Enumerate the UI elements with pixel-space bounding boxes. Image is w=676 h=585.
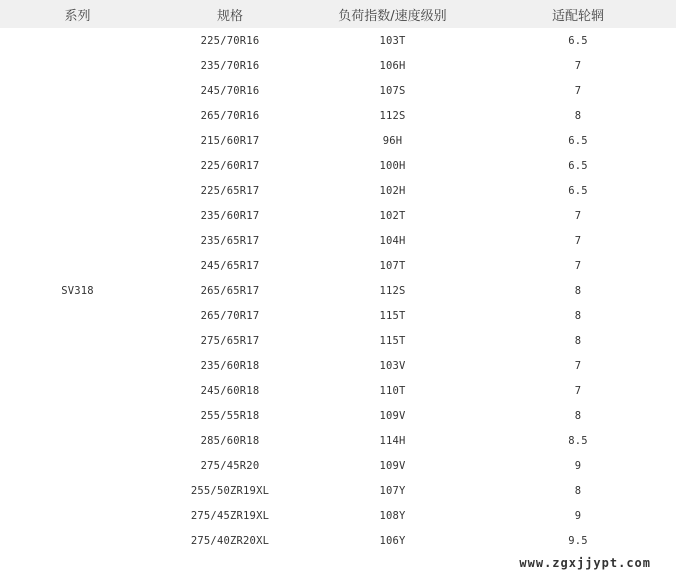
rim-cell: 6.5 [568,134,588,147]
rim-cell: 7 [574,259,582,272]
load-speed-cell: 114H [379,434,406,447]
header-size: 规格 [155,0,305,28]
rim-cell: 6.5 [568,159,588,172]
size-cell: 245/70R16 [200,84,260,97]
rim-cell: 7 [574,359,582,372]
rim-cell: 8 [574,484,582,497]
size-cell: 275/45ZR19XL [190,509,270,522]
load-speed-cell: 112S [379,284,406,297]
load-speed-cell: 102H [379,184,406,197]
load-speed-cell: 107T [379,259,406,272]
size-cell: 225/60R17 [200,159,260,172]
rim-cell: 8 [574,409,582,422]
load-speed-cell: 104H [379,234,406,247]
load-speed-cell: 115T [379,309,406,322]
rim-cell: 8 [574,309,582,322]
load-speed-cell: 96H [382,134,403,147]
size-cell: 225/70R16 [200,34,260,47]
size-cell: 285/60R18 [200,434,260,447]
rim-cell: 7 [574,384,582,397]
header-load-speed: 负荷指数/速度级别 [305,0,480,28]
rim-cell: 8 [574,334,582,347]
size-cell: 255/50ZR19XL [190,484,270,497]
load-speed-cell: 102T [379,209,406,222]
rim-cell: 8 [574,109,582,122]
rim-cell: 6.5 [568,34,588,47]
size-cell: 265/70R17 [200,309,260,322]
rim-cell: 7 [574,234,582,247]
load-speed-cell: 103V [379,359,406,372]
header-rim: 适配轮辋 [480,0,676,28]
load-speed-cell: 109V [379,459,406,472]
size-cell: 255/55R18 [200,409,260,422]
rim-cell: 7 [574,209,582,222]
size-cell: 235/70R16 [200,59,260,72]
load-speed-cell: 107S [379,84,406,97]
size-cell: 245/60R18 [200,384,260,397]
rim-cell: 6.5 [568,184,588,197]
load-speed-cell: 109V [379,409,406,422]
rim-cell: 8.5 [568,434,588,447]
header-series: 系列 [0,0,155,28]
table-body [0,28,676,553]
size-cell: 235/65R17 [200,234,260,247]
load-speed-cell: 107Y [379,484,406,497]
table-row [0,28,676,53]
size-cell: 275/65R17 [200,334,260,347]
load-speed-cell: 115T [379,334,406,347]
size-cell: 225/65R17 [200,184,260,197]
size-cell: 275/45R20 [200,459,260,472]
load-speed-cell: 106Y [379,534,406,547]
rim-cell: 7 [574,84,582,97]
size-cell: 215/60R17 [200,134,260,147]
header-row [0,0,676,28]
rim-cell: 9 [574,509,582,522]
size-cell: 265/65R17 [200,284,260,297]
rim-cell: 9.5 [568,534,588,547]
rim-cell: 9 [574,459,582,472]
size-cell: 275/40ZR20XL [190,534,270,547]
size-cell: 235/60R18 [200,359,260,372]
load-speed-cell: 103T [379,34,406,47]
size-cell: 235/60R17 [200,209,260,222]
rim-cell: 7 [574,59,582,72]
load-speed-cell: 110T [379,384,406,397]
load-speed-cell: 112S [379,109,406,122]
size-cell: 265/70R16 [200,109,260,122]
series-cell: SV318 [61,284,94,297]
rim-cell: 8 [574,284,582,297]
size-cell: 245/65R17 [200,259,260,272]
load-speed-cell: 106H [379,59,406,72]
load-speed-cell: 100H [379,159,406,172]
watermark: www.zgxjjypt.com [519,556,651,570]
load-speed-cell: 108Y [379,509,406,522]
